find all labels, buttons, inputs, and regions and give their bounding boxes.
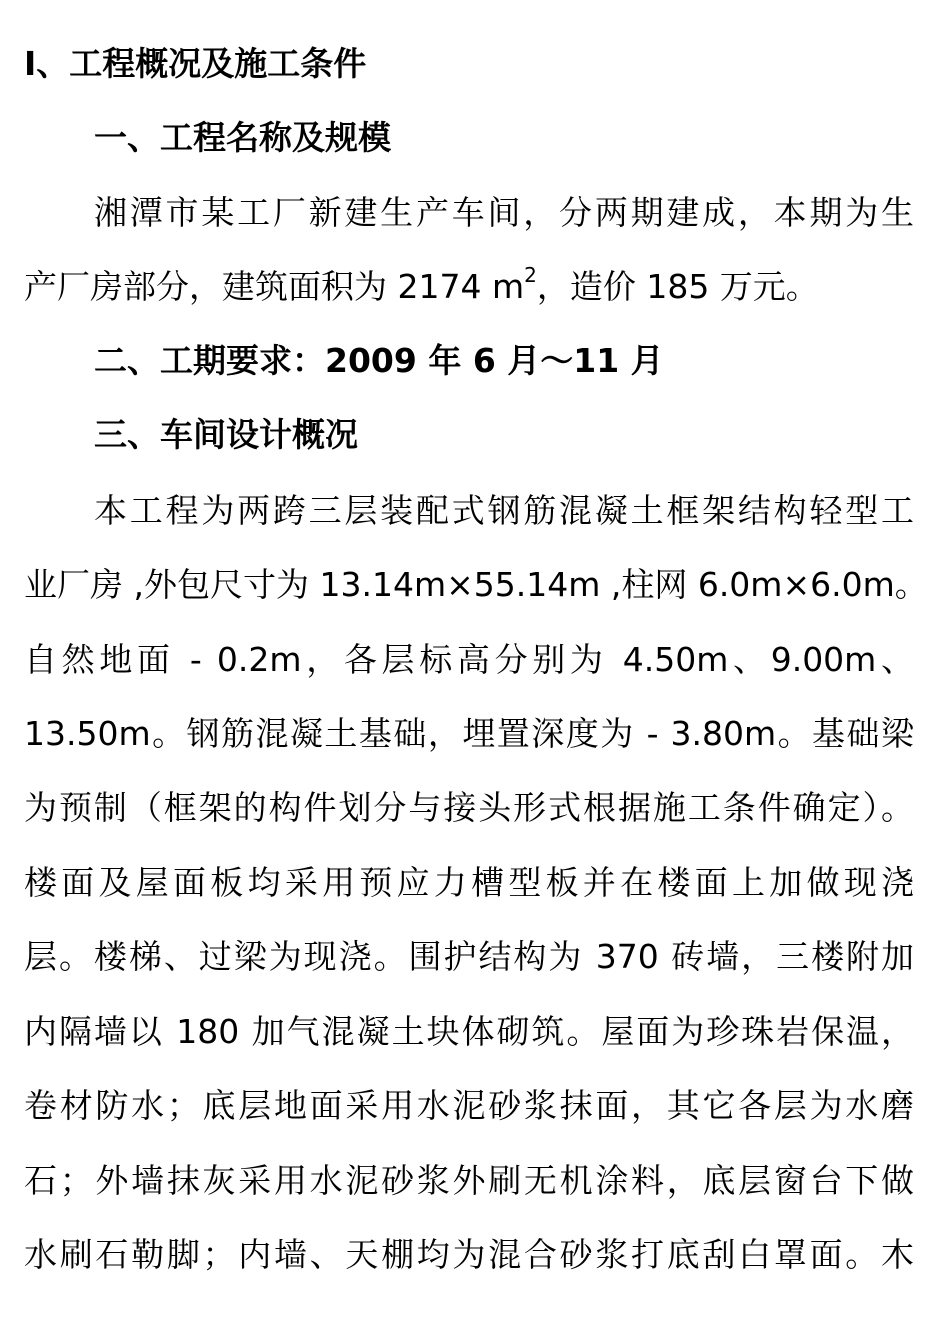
superscript: 2 <box>524 263 537 287</box>
paragraph-text: 产厂房部分，建筑面积为 2174 m <box>24 267 525 306</box>
paragraph-line: 石；外墙抹灰采用水泥砂浆外刷无机涂料，底层窗台下做 <box>24 1161 914 1200</box>
paragraph-line <box>24 263 914 307</box>
paragraph-line: 卷材防水；底层地面采用水泥砂浆抹面，其它各层为水磨 <box>24 1086 914 1125</box>
paragraph-text: ，造价 185 万元。 <box>536 267 819 306</box>
paragraph-line: 为预制（框架的构件划分与接头形式根据施工条件确定）。 <box>24 788 914 827</box>
heading-schedule: 二、工期要求：2009 年 6 月～11 月 <box>94 341 664 380</box>
heading-design-overview: 三、车间设计概况 <box>94 415 358 454</box>
paragraph-line: 湘潭市某工厂新建生产车间，分两期建成，本期为生 <box>94 193 914 232</box>
paragraph-line: 业厂房 ,外包尺寸为 13.14m×55.14m ,柱网 6.0m×6.0m。 <box>24 565 928 604</box>
paragraph-line: 本工程为两跨三层装配式钢筋混凝土框架结构轻型工 <box>94 491 914 530</box>
paragraph-line: 自然地面 - 0.2m，各层标高分别为 4.50m、9.00m、 <box>24 640 914 679</box>
paragraph-line: 13.50m。钢筋混凝土基础，埋置深度为 - 3.80m。基础梁 <box>24 714 914 753</box>
paragraph-line: 层。楼梯、过梁为现浇。围护结构为 370 砖墙，三楼附加 <box>24 937 914 976</box>
section-title: I、工程概况及施工条件 <box>24 44 367 83</box>
heading-project-name: 一、工程名称及规模 <box>94 118 391 157</box>
paragraph-line: 楼面及屋面板均采用预应力槽型板并在楼面上加做现浇 <box>24 863 914 902</box>
paragraph-line: 内隔墙以 180 加气混凝土块体砌筑。屋面为珍珠岩保温， <box>24 1012 914 1051</box>
paragraph-line: 水刷石勒脚；内墙、天棚均为混合砂浆打底刮白罩面。木 <box>24 1235 914 1274</box>
